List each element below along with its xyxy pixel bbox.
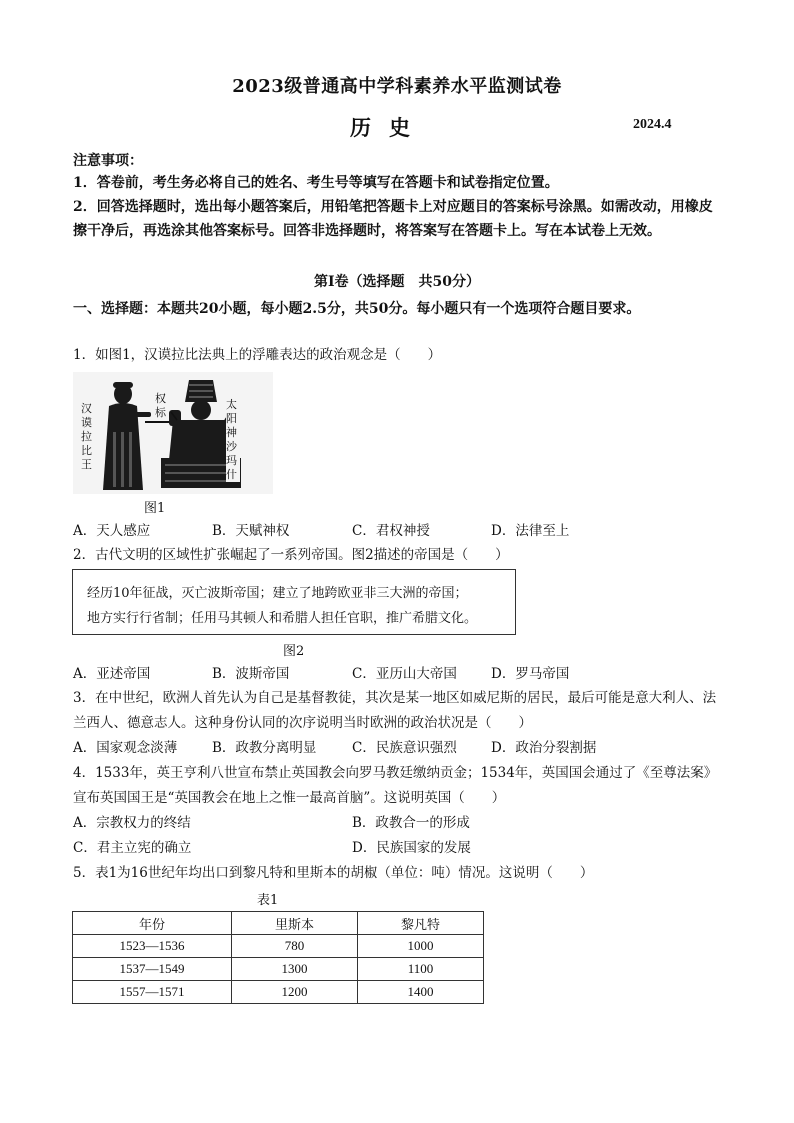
question-4-option-b: B．政教合一的形成 xyxy=(352,815,470,831)
figure-1-label-staff: 权标 xyxy=(155,392,166,419)
figure-2-line-1: 经历10年征战，灭亡波斯帝国；建立了地跨欧亚非三大洲的帝国； xyxy=(87,586,468,601)
question-2-option-b: B．波斯帝国 xyxy=(212,666,290,682)
question-4-option-c: C．君主立宪的确立 xyxy=(73,840,192,856)
question-4-option-d: D．民族国家的发展 xyxy=(352,840,471,856)
table-cell: 1557—1571 xyxy=(73,981,232,1004)
question-1-option-b: B．天赋神权 xyxy=(212,523,290,539)
table-cell: 1537—1549 xyxy=(73,958,232,981)
part-instructions: 一、选择题：本题共20小题，每小题2.5分，共50分。每小题只有一个选项符合题目要求。 xyxy=(73,301,641,317)
table-cell: 1523—1536 xyxy=(73,935,232,958)
table-header-cell: 黎凡特 xyxy=(358,912,484,935)
table-1-caption: 表1 xyxy=(257,893,279,908)
question-2-option-a: A．亚述帝国 xyxy=(73,666,151,682)
figure-1-caption: 图1 xyxy=(144,501,166,516)
table-row xyxy=(73,935,484,958)
figure-1-label-king: 汉谟拉比王 xyxy=(81,402,95,472)
question-3-option-c: C．民族意识强烈 xyxy=(352,740,457,756)
question-1-option-d: D．法律至上 xyxy=(491,523,570,539)
table-cell: 1200 xyxy=(232,981,358,1004)
question-3-option-b: B．政教分离明显 xyxy=(212,740,317,756)
notice-item-2: 2．回答选择题时，选出每小题答案后，用铅笔把答题卡上对应题目的答案标号涂黑。如需改动，用橡皮擦干净后，再选涂其他答案标号。回答非选择题时，将答案写在答题卡上。写在本试卷上无效。 xyxy=(73,199,713,239)
notice-item-1: 1．答卷前，考生务必将自己的姓名、考生号等填写在答题卡和试卷指定位置。 xyxy=(73,175,559,191)
figure-2-caption: 图2 xyxy=(283,644,305,659)
question-4-option-a: A．宗教权力的终结 xyxy=(73,815,191,831)
table-header-cell: 里斯本 xyxy=(232,912,358,935)
question-3-stem: 3．在中世纪，欧洲人首先认为自己是基督教徒，其次是某一地区如威尼斯的居民，最后可能是意大利人、法兰西人、德意志人。这种身份认同的次序说明当时欧洲的政治状况是（ ） xyxy=(73,690,717,731)
notice-heading: 注意事项： xyxy=(73,153,143,169)
question-1-stem: 1．如图1，汉谟拉比法典上的浮雕表达的政治观念是（ ） xyxy=(73,347,442,363)
figure-1-label-god: 太阳神沙玛什 xyxy=(226,398,240,482)
exam-date: 2024.4 xyxy=(633,117,672,132)
table-row xyxy=(73,981,484,1004)
question-2-option-c: C．亚历山大帝国 xyxy=(352,666,457,682)
question-5-stem: 5．表1为16世纪年均出口到黎凡特和里斯本的胡椒（单位：吨）情况。这说明（ ） xyxy=(73,865,594,881)
hammurabi-relief-image xyxy=(73,372,273,494)
table-row xyxy=(73,958,484,981)
table-cell: 1000 xyxy=(358,935,484,958)
question-3-option-a: A．国家观念淡薄 xyxy=(73,740,178,756)
figure-1-relief xyxy=(73,372,273,494)
subject-title: 历史 xyxy=(350,115,428,140)
question-2-option-d: D．罗马帝国 xyxy=(491,666,570,682)
question-2-stem: 2．古代文明的区域性扩张崛起了一系列帝国。图2描述的帝国是（ ） xyxy=(73,547,509,563)
section-title: 第Ⅰ卷（选择题 共50分） xyxy=(313,274,481,290)
question-4-stem: 4．1533年，英王亨利八世宣布禁止英国教会向罗马教廷缴纳贡金；1534年，英国国会通过了《至尊法案》宣布英国国王是“英国教会在地上之惟一最高首脑”。这说明英国（ ） xyxy=(73,765,718,806)
figure-2-line-2: 地方实行行省制；任用马其顿人和希腊人担任官职，推广希腊文化。 xyxy=(87,611,478,626)
exam-title: 2023级普通高中学科素养水平监测试卷 xyxy=(232,76,562,97)
question-1-option-c: C．君权神授 xyxy=(352,523,430,539)
table-cell: 1300 xyxy=(232,958,358,981)
table-1 xyxy=(72,911,484,1004)
figure-2-box xyxy=(72,569,516,635)
table-cell: 780 xyxy=(232,935,358,958)
question-3-option-d: D．政治分裂割据 xyxy=(491,740,597,756)
table-header-row xyxy=(73,912,484,935)
table-cell: 1100 xyxy=(358,958,484,981)
table-header-cell: 年份 xyxy=(73,912,232,935)
question-1-option-a: A．天人感应 xyxy=(73,523,151,539)
table-cell: 1400 xyxy=(358,981,484,1004)
